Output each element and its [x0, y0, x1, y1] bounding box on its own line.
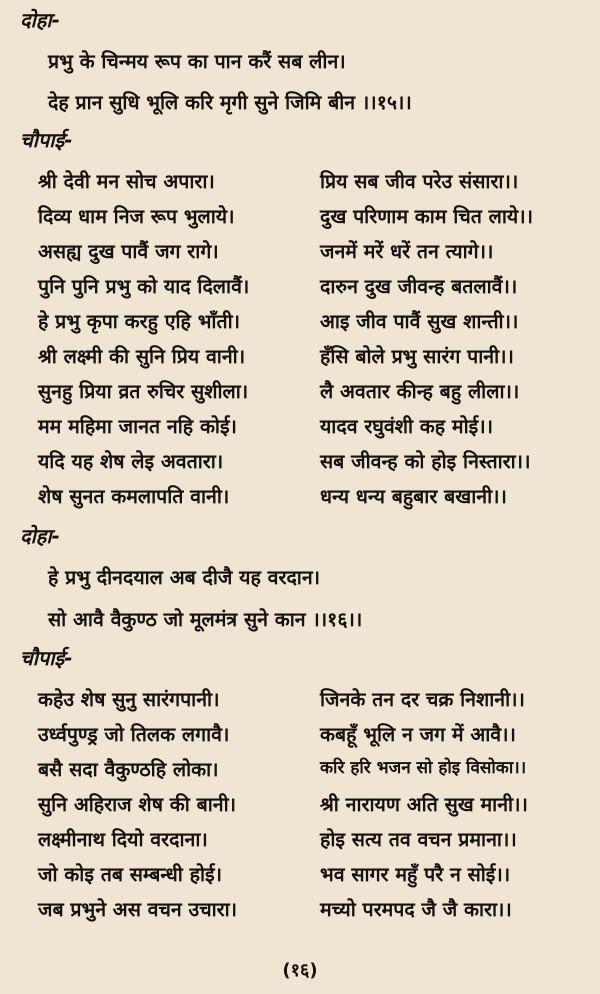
chaupai-second-half: यादव रघुवंशी कह मोई।। — [320, 415, 493, 438]
chaupai-second-half: हँसि बोले प्रभु सारंग पानी।। — [320, 345, 514, 368]
page-number: (१६) — [282, 960, 318, 981]
chaupai-first-half: असह्य दुख पावैं जग रागे। — [38, 240, 219, 263]
doha-line: सो आवै वैकुण्ठ जो मूलमंत्र सुने कान ।।१६।। — [48, 608, 363, 631]
doha-line: प्रभु के चिन्मय रूप का पान करैं सब लीन। — [48, 50, 346, 73]
chaupai-first-half: श्री देवी मन सोच अपारा। — [38, 170, 215, 193]
chaupai-first-half: मम महिमा जानत नहि कोई। — [38, 415, 237, 438]
chaupai-second-half: भव सागर महुँ परै न सोई।। — [320, 863, 511, 886]
chaupai-second-half: जिनके तन दर चक्र निशानी।। — [320, 688, 525, 711]
chaupai-second-half: करि हरि भजन सो होइ विसोका।। — [320, 758, 527, 778]
chaupai-second-half: प्रिय सब जीव परेउ संसारा।। — [320, 170, 519, 193]
chaupai-first-half: जो कोइ तब सम्बन्धी होई। — [38, 863, 222, 886]
chaupai-second-half: सब जीवन्ह को होइ निस्तारा।। — [320, 450, 531, 473]
chaupai-first-half: उर्ध्वपुण्ड्र जो तिलक लगावै। — [38, 723, 230, 746]
doha-line: हे प्रभु दीनदयाल अब दीजै यह वरदान। — [48, 566, 321, 589]
chaupai-first-half: सुनहु प्रिया व्रत रुचिर सुशीला। — [38, 380, 249, 403]
chaupai-first-half: हे प्रभु कृपा करहु एहि भाँती। — [38, 310, 241, 333]
chaupai-second-half: होइ सत्य तव वचन प्रमाना।। — [320, 828, 517, 851]
chaupai-first-half: श्री लक्ष्मी की सुनि प्रिय वानी। — [38, 345, 246, 368]
chaupai-first-half: जब प्रभुने अस वचन उचारा। — [38, 898, 238, 921]
chaupai-first-half: दिव्य धाम निज रूप भुलाये। — [38, 205, 235, 228]
doha-line: देह प्रान सुधि भूलि करि मृगी सुने जिमि बीन ।।१५।। — [48, 91, 412, 114]
chaupai-second-half: दारुन दुख जीवन्ह बतलावैं।। — [320, 275, 518, 298]
chaupai-heading: चौपाई- — [20, 128, 73, 152]
chaupai-second-half: लै अवतार कीन्ह बहु लीला।। — [320, 380, 520, 403]
chaupai-first-half: पुनि पुनि प्रभु को याद दिलावैं। — [38, 275, 250, 298]
chaupai-first-half: लक्ष्मीनाथ दियो वरदाना। — [38, 828, 208, 851]
chaupai-first-half: सुनि अहिराज शेष की बानी। — [38, 793, 237, 816]
chaupai-second-half: कबहूँ भूलि न जग में आवै।। — [320, 723, 516, 746]
chaupai-heading: चौपाई- — [20, 646, 73, 670]
chaupai-first-half: बसै सदा वैकुण्ठहि लोका। — [38, 758, 219, 781]
doha-heading: दोहा- — [20, 8, 60, 32]
chaupai-second-half: मच्यो परमपद जै जै कारा।। — [320, 898, 512, 921]
chaupai-second-half: आइ जीव पावैं सुख शान्ती।। — [320, 310, 519, 333]
chaupai-second-half: श्री नारायण अति सुख मानी।। — [320, 793, 528, 816]
doha-heading: दोहा- — [20, 524, 60, 548]
chaupai-first-half: कहेउ शेष सुनु सारंगपानी। — [38, 688, 220, 711]
chaupai-second-half: जनमें मरें धरें तन त्यागे।। — [320, 240, 494, 263]
chaupai-second-half: दुख परिणाम काम चित लाये।। — [320, 205, 533, 228]
chaupai-first-half: शेष सुनत कमलापति वानी। — [38, 485, 230, 508]
chaupai-second-half: धन्य धन्य बहुबार बखानी।। — [320, 485, 507, 508]
chaupai-first-half: यदि यह शेष लेइ अवतारा। — [38, 450, 224, 473]
